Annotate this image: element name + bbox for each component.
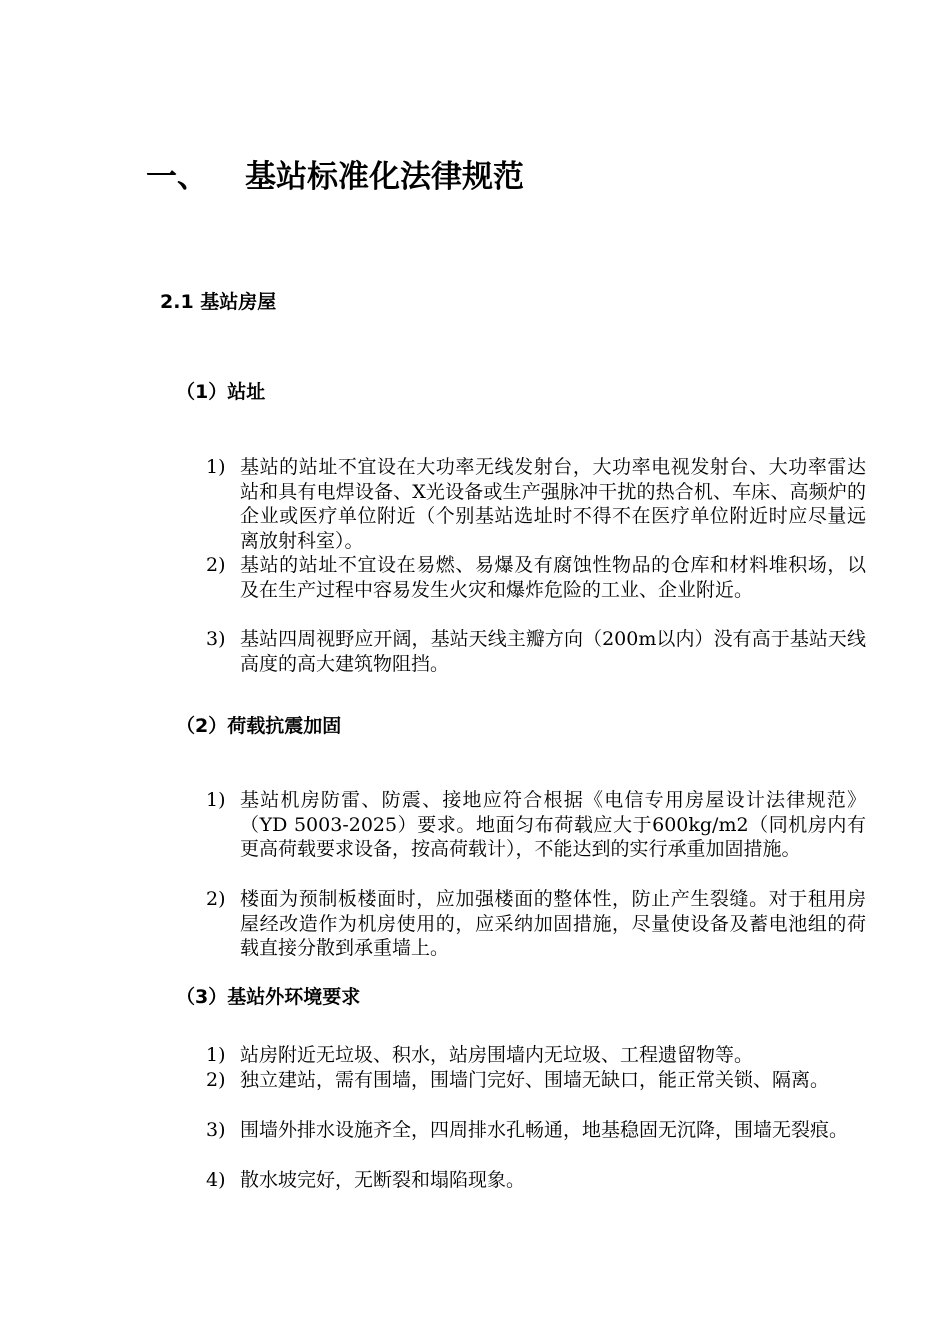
subsection-heading-site: （1）站址 xyxy=(176,381,266,403)
list-item-text: 基站四周视野应开阔，基站天线主瓣方向（200m以内）没有高于基站天线高度的高大建筑物阻挡。 xyxy=(240,628,866,675)
title-text: 基站标准化法律规范 xyxy=(245,159,524,195)
document-title xyxy=(146,155,524,199)
list-item-marker: 2) xyxy=(206,888,226,910)
list-item-text: 独立建站，需有围墙，围墙门完好、围墙无缺口，能正常关锁、隔离。 xyxy=(240,1069,830,1091)
list-item-text: 楼面为预制板楼面时，应加强楼面的整体性，防止产生裂缝。对于租用房屋经改造作为机房使用的，应采纳加固措施，尽量使设备及蓄电池组的荷载直接分散到承重墙上。 xyxy=(240,888,866,959)
list-item xyxy=(206,1168,866,1193)
subsection-heading-environment: （3）基站外环境要求 xyxy=(176,986,361,1008)
list-item xyxy=(206,1118,866,1143)
list-item-text: 基站机房防雷、防震、接地应符合根据《电信专用房屋设计法律规范》（YD 5003-2025）要求。地面匀布荷载应大于600kg/m2（同机房内有更高荷载要求设备，按高荷载计），不能达到的实行承重加固措施。 xyxy=(240,789,866,860)
list-item xyxy=(206,788,866,862)
list-item-marker: 1) xyxy=(206,456,226,478)
list-item-text: 基站的站址不宜设在易燃、易爆及有腐蚀性物品的仓库和材料堆积场，以及在生产过程中容易发生火灾和爆炸危险的工业、企业附近。 xyxy=(240,554,866,601)
list-item xyxy=(206,553,866,602)
list-item xyxy=(206,627,866,676)
list-item-text: 站房附近无垃圾、积水，站房围墙内无垃圾、工程遗留物等。 xyxy=(240,1044,754,1066)
list-item-marker: 3) xyxy=(206,628,226,650)
list-item-text: 围墙外排水设施齐全，四周排水孔畅通，地基稳固无沉降，围墙无裂痕。 xyxy=(240,1119,849,1141)
list-item-marker: 3) xyxy=(206,1119,226,1141)
list-item-text: 基站的站址不宜设在大功率无线发射台，大功率电视发射台、大功率雷达站和具有电焊设备、X光设备或生产强脉冲干扰的热合机、车床、高频炉的企业或医疗单位附近（个别基站选址时不得不在医疗单位附近时应尽量远离放射科室）。 xyxy=(240,456,866,552)
list-item xyxy=(206,1068,866,1093)
list-item-marker: 1) xyxy=(206,1044,226,1066)
subsection-heading-load-seismic: （2）荷载抗震加固 xyxy=(176,715,342,737)
list-item xyxy=(206,1043,866,1068)
list-item-text: 散水坡完好，无断裂和塌陷现象。 xyxy=(240,1169,526,1191)
list-item-marker: 1) xyxy=(206,789,226,811)
list-item-marker: 2) xyxy=(206,1069,226,1091)
list-item xyxy=(206,455,866,553)
list-item xyxy=(206,887,866,961)
section-heading: 2.1 基站房屋 xyxy=(160,291,277,313)
list-item-marker: 4) xyxy=(206,1169,226,1191)
list-item-marker: 2) xyxy=(206,554,226,576)
title-number: 一、 xyxy=(146,159,208,195)
